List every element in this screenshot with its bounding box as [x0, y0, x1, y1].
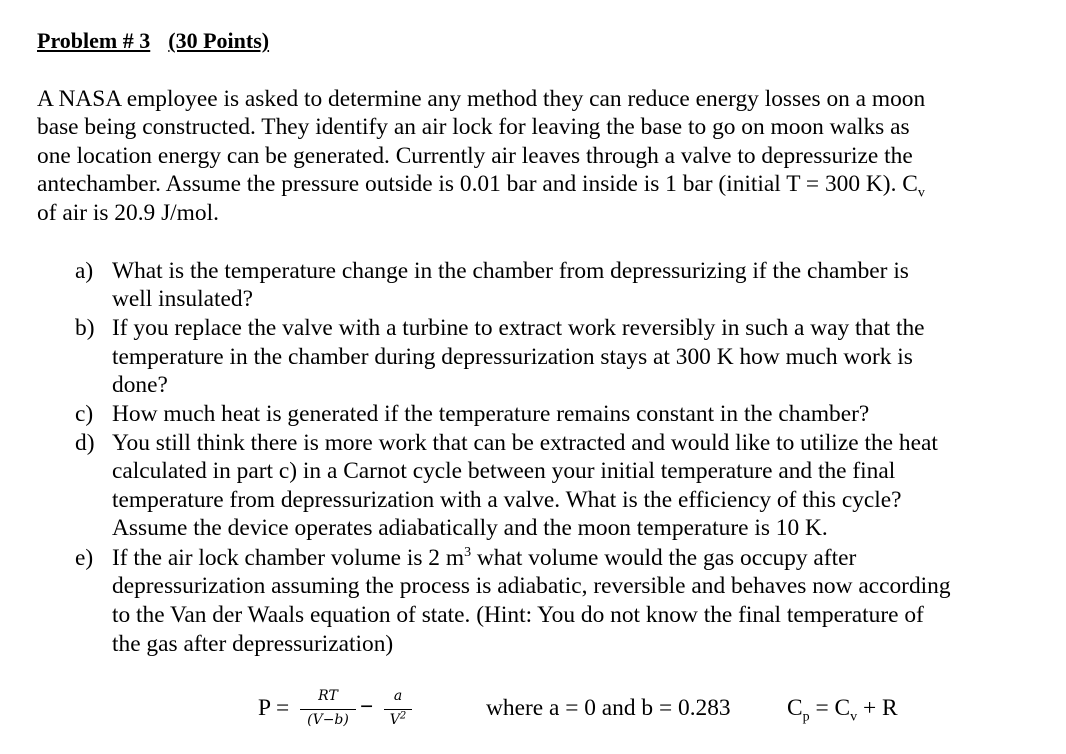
text: C [787, 695, 803, 721]
fraction-bar [384, 709, 412, 710]
intro-text: antechamber. Assume the pressure outside is 0.01 bar and inside is 1 bar (initial T = 300 K). C [37, 171, 918, 197]
problem-points: (30 Points) [168, 28, 270, 53]
question-line: temperature in the chamber during depressurization stays at 300 K how much work is [112, 344, 913, 370]
intro-line [37, 170, 925, 201]
superscript: 3 [464, 545, 472, 561]
question-line: Assume the device operates adiabatically and the moon temperature is 10 K. [112, 515, 828, 541]
fraction-numerator: a [393, 688, 403, 704]
text: + R [857, 695, 898, 721]
question-text: If the air lock chamber volume is 2 m [112, 545, 465, 571]
question-line: to the Van der Waals equation of state. (Hint: You do not know the final temperature of [112, 602, 924, 628]
subscript: v [917, 185, 925, 201]
question-line: calculated in part c) in a Carnot cycle between your initial temperature and the final [112, 458, 896, 484]
subscript: v [850, 709, 858, 725]
question-line: How much heat is generated if the temperature remains constant in the chamber? [112, 401, 870, 427]
constants-text: where a = 0 and b = 0.283 [486, 695, 731, 721]
question-label: e) [75, 545, 94, 571]
question-line: If you replace the valve with a turbine to extract work reversibly in such a way that the [112, 315, 925, 341]
fraction-denominator: (V−b) [307, 712, 349, 728]
question-text: what volume would the gas occupy after [471, 545, 857, 571]
fraction-numerator: RT [318, 688, 338, 704]
question-label: a) [75, 258, 94, 284]
question-label: d) [75, 430, 95, 456]
intro-line: base being constructed. They identify an air lock for leaving the base to go on moon walks as [37, 114, 910, 140]
problem-number: Problem # 3 [37, 28, 151, 53]
question-line: You still think there is more work that can be extracted and would like to utilize the heat [112, 430, 938, 456]
intro-line: A NASA employee is asked to determine any method they can reduce energy losses on a moon [37, 86, 926, 112]
text: = C [809, 695, 851, 721]
question-line [112, 544, 856, 572]
question-line: depressurization assuming the process is adiabatic, reversible and behaves now according [112, 573, 951, 599]
equation-lhs: P = [258, 695, 290, 721]
fraction-bar [300, 709, 356, 710]
intro-line: of air is 20.9 J/mol. [37, 200, 219, 226]
question-label: c) [75, 401, 94, 427]
question-line: done? [112, 372, 168, 398]
intro-line: one location energy can be generated. Currently air leaves through a valve to depressurize the [37, 143, 913, 169]
question-line: temperature from depressurization with a valve. What is the efficiency of this cycle? [112, 487, 902, 513]
subscript: p [802, 709, 810, 725]
fraction-denominator: $V^2$ [389, 710, 407, 728]
question-label: b) [75, 315, 95, 341]
superscript: 2 [399, 710, 407, 722]
question-line: well insulated? [112, 286, 253, 312]
minus-sign: − [360, 694, 374, 720]
question-line: What is the temperature change in the chamber from depressurizing if the chamber is [112, 258, 909, 284]
question-line: the gas after depressurization) [112, 631, 394, 657]
heat-capacity-relation [787, 695, 898, 725]
problem-title [37, 28, 269, 54]
